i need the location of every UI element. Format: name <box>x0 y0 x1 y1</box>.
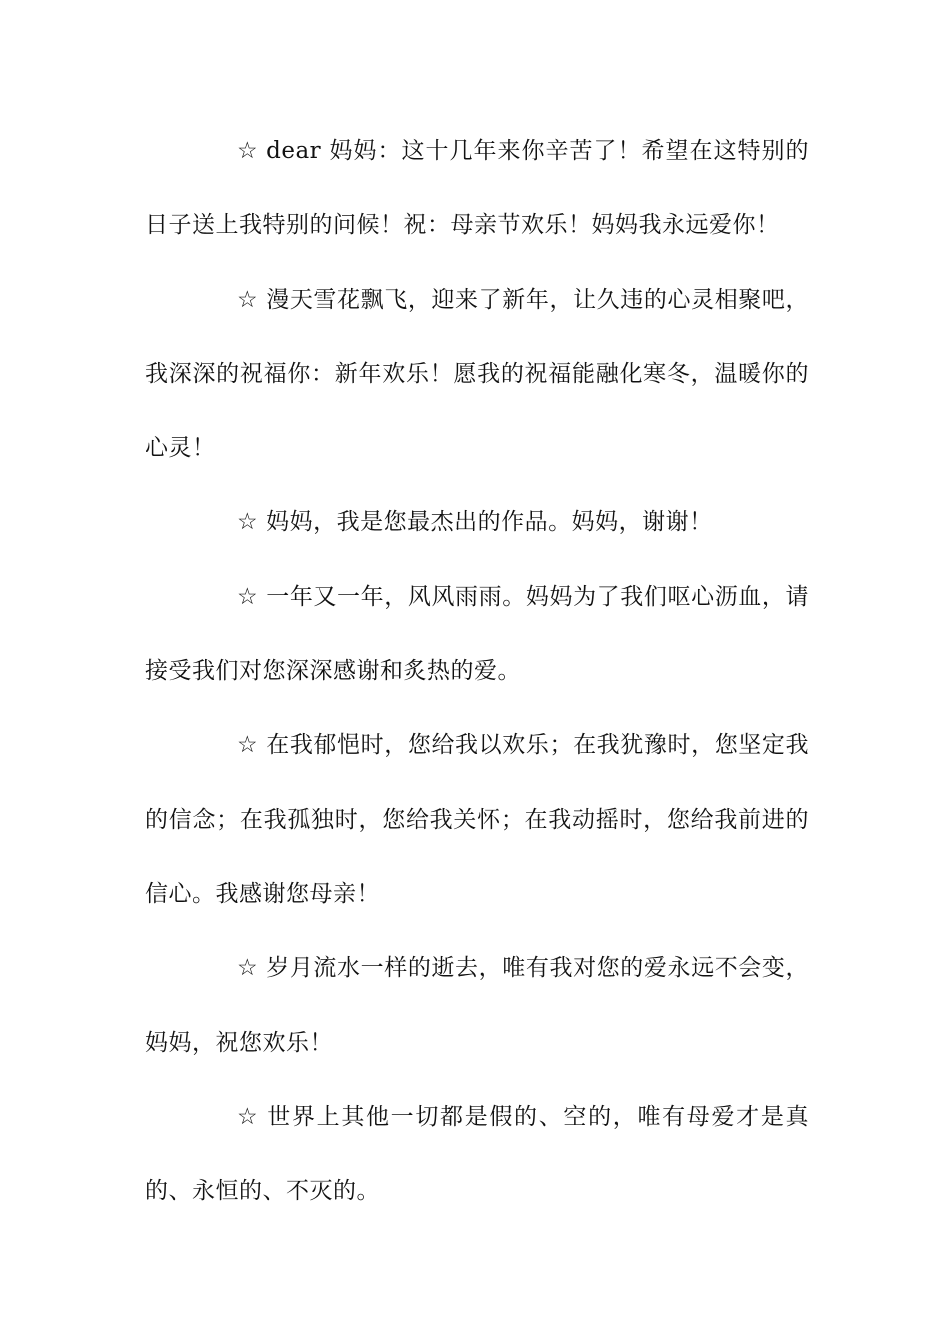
paragraph-3 <box>145 485 809 559</box>
document-body <box>145 114 809 1228</box>
star-bullet-icon: ☆ <box>237 955 259 982</box>
paragraph-text: 漫天雪花飘飞，迎来了新年，让久违的心灵相聚吧，我深深的祝福你：新年欢乐！愿我的祝福能融化寒冬，温暖你的心灵！ <box>145 286 809 462</box>
paragraph-text: 在我郁悒时，您给我以欢乐；在我犹豫时，您坚定我的信念；在我孤独时，您给我关怀；在我动摇时，您给我前进的信心。我感谢您母亲！ <box>145 732 809 907</box>
star-bullet-icon: ☆ <box>237 583 259 610</box>
paragraph-2 <box>145 263 809 486</box>
paragraph-text: 世界上其他一切都是假的、空的，唯有母爱才是真的、永恒的、不灭的。 <box>145 1103 809 1205</box>
paragraph-4 <box>145 560 809 709</box>
paragraph-text: dear 妈妈：这十几年来你辛苦了！希望在这特别的日子送上我特别的问候！祝：母亲节欢乐！妈妈我永远爱你！ <box>145 138 809 239</box>
paragraph-text: 岁月流水一样的逝去，唯有我对您的爱永远不会变，妈妈，祝您欢乐！ <box>145 955 809 1056</box>
paragraph-5 <box>145 708 809 931</box>
star-bullet-icon: ☆ <box>237 509 259 536</box>
paragraph-text: 一年又一年，风风雨雨。妈妈为了我们呕心沥血，请接受我们对您深深感谢和炙热的爱。 <box>145 583 809 685</box>
paragraph-7 <box>145 1080 809 1229</box>
paragraph-1 <box>145 114 809 263</box>
paragraph-6 <box>145 931 809 1080</box>
star-bullet-icon: ☆ <box>237 286 259 313</box>
paragraph-text: 妈妈，我是您最杰出的作品。妈妈，谢谢！ <box>266 509 713 536</box>
star-bullet-icon: ☆ <box>237 138 259 164</box>
star-bullet-icon: ☆ <box>237 1103 259 1130</box>
star-bullet-icon: ☆ <box>237 732 259 759</box>
